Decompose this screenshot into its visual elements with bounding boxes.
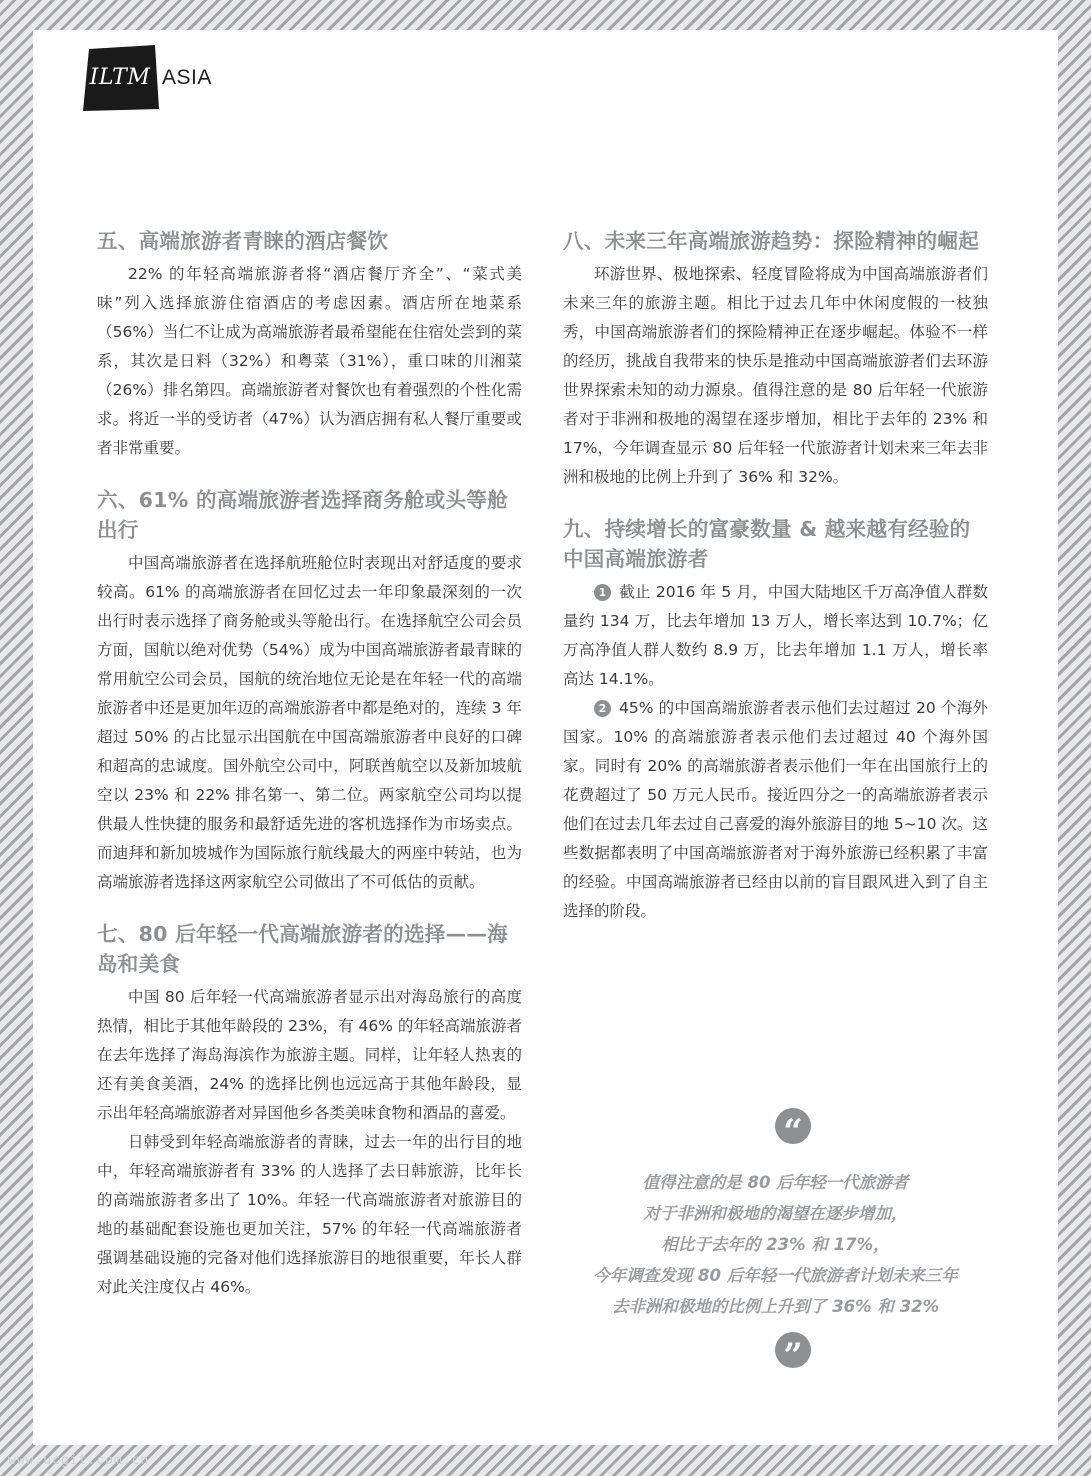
pull-quote-line: 对于非洲和极地的渴望在逐步增加， xyxy=(643,1204,908,1223)
logo-suffix: ASIA xyxy=(162,66,212,89)
section-5-title: 五、高端旅游者青睐的酒店餐饮 xyxy=(97,229,389,253)
section-5-paragraph: 22% 的年轻高端旅游者将“酒店餐厅齐全”、“菜式美味”列入选择旅游住宿酒店的考虑因素。酒店所在地菜系（56%）当仁不让成为高端旅游者最希望能在住宿处尝到的菜系，其次是日料（32%）和粤菜（31%），重口味的川湘菜（26%）排名第四。高端旅游者对餐饮也有着强烈的个性化需求。将近一半的受访者（47%）认为酒店拥有私人餐厅重要或者非常重要。 xyxy=(97,265,522,457)
pull-quote xyxy=(563,1167,988,1322)
number-1-icon: 1 xyxy=(594,584,611,601)
pull-quote-line: 值得注意的是 80 后年轻一代旅游者 xyxy=(642,1173,909,1192)
section-9 xyxy=(563,514,988,926)
section-7 xyxy=(97,919,522,1302)
pull-quote-line: 相比于去年的 23% 和 17%， xyxy=(661,1235,890,1254)
section-8 xyxy=(563,226,988,492)
pull-quote-line: 去非洲和极地的比例上升到了 36% 和 32% xyxy=(611,1297,940,1316)
magazine-page xyxy=(33,30,1058,1445)
section-9-item-1-text: 截止 2016 年 5 月，中国大陆地区千万高净值人群数量约 134 万，比去年增加 13 万人，增长率达到 10.7%；亿万高净值人群人数约 8.9 万，比去年增加 1.1 万人，增长率高达 14.1%。 xyxy=(563,583,988,688)
section-6-paragraph: 中国高端旅游者在选择航班舱位时表现出对舒适度的要求较高。61% 的高端旅游者在回忆过去一年印象最深刻的一次出行时表示选择了商务舱或头等舱出行。在选择航空公司会员方面，国航以绝对优势（54%）成为中国高端旅游者最青睐的常用航空公司会员，国航的统治地位无论是在年轻一代的高端旅游者中还是更加年迈的高端旅游者中都是绝对的，连续 3 年超过 50% 的占比显示出国航在中国高端旅游者中良好的口碑和超高的忠诚度。国外航空公司中，阿联酋航空以及新加坡航空以 23% 和 22% 排名第一、第二位。两家航空公司均以提供最人性快捷的服务和最舒适先进的客机选择作为市场卖点。而迪拜和新加坡城作为国际旅行航线最大的两座中转站，也为高端旅游者选择这两家航空公司做出了不可低估的贡献。 xyxy=(97,554,522,891)
open-quote-icon: “ xyxy=(775,1108,811,1144)
iltm-asia-logo xyxy=(81,45,221,115)
section-8-paragraph: 环游世界、极地探索、轻度冒险将成为中国高端旅游者们未来三年的旅游主题。相比于过去几年中休闲度假的一枝独秀，中国高端旅游者们的探险精神正在逐步崛起。体验不一样的经历，挑战自我带来的快乐是推动中国高端旅游者们去环游世界探索未知的动力源泉。值得注意的是 80 后年轻一代旅游者对于非洲和极地的渴望在逐步增加，相比于去年的 23% 和 17%，今年调查显示 80 后年轻一代旅游者计划未来三年去非洲和极地的比例上升到了 36% 和 32%。 xyxy=(563,265,988,486)
section-9-item-2 xyxy=(563,694,988,926)
section-7-paragraph-2: 日韩受到年轻高端旅游者的青睐，过去一年的出行目的地中，年轻高端旅游者有 33% 的人选择了去日韩旅游，比年长的高端旅游者多出了 10%。年轻一代高端旅游者对旅游目的地的基础配套设施也更加关注，57% 的年轻一代高端旅游者强调基础设施的完备对他们选择旅游目的地很重要，年长人群对此关注度仅占 46%。 xyxy=(97,1133,522,1296)
section-8-title: 八、未来三年高端旅游趋势：探险精神的崛起 xyxy=(563,229,979,253)
section-9-item-2-text: 45% 的中国高端旅游者表示他们去过超过 20 个海外国家。10% 的高端旅游者表示他们去过超过 40 个海外国家。同时有 20% 的高端旅游者表示他们一年在出国旅行上的花费超过了 50 万元人民币。接近四分之一的高端旅游者表示他们在过去几年去过自己喜爱的海外旅游目的地 5~10 次。这些数据都表明了中国高端旅游者对于海外旅游已经积累了丰富的经验。中国高端旅游者已经由以前的盲目跟风进入到了自主选择的阶段。 xyxy=(563,699,988,920)
section-7-title: 七、80 后年轻一代高端旅游者的选择——海岛和美食 xyxy=(97,922,508,976)
number-2-icon: 2 xyxy=(594,700,611,717)
logo-wordmark: ILTM xyxy=(89,65,151,90)
left-column xyxy=(97,226,522,1302)
section-6 xyxy=(97,485,522,897)
section-6-title: 六、61% 的高端旅游者选择商务舱或头等舱出行 xyxy=(97,488,509,542)
pull-quote-line: 今年调查发现 80 后年轻一代旅游者计划未来三年 xyxy=(593,1266,958,1285)
section-9-item-1 xyxy=(563,578,988,694)
section-7-paragraph-1: 中国 80 后年轻一代高端旅游者显示出对海岛旅行的高度热情，相比于其他年龄段的 23%，有 46% 的年轻高端旅游者在去年选择了海岛海滨作为旅游主题。同样，让年轻人热衷的还有美食美酒，24% 的选择比例也远远高于其他年龄段，显示出年轻高端旅游者对异国他乡各类美味食物和酒品的喜爱。 xyxy=(97,988,522,1122)
close-quote-icon: ” xyxy=(775,1332,811,1368)
watermark: www.ucgit.com.cn xyxy=(8,1453,150,1468)
section-5 xyxy=(97,226,522,463)
section-9-title: 九、持续增长的富豪数量 & 越来越有经验的中国高端旅游者 xyxy=(563,517,971,571)
right-column xyxy=(563,226,988,926)
